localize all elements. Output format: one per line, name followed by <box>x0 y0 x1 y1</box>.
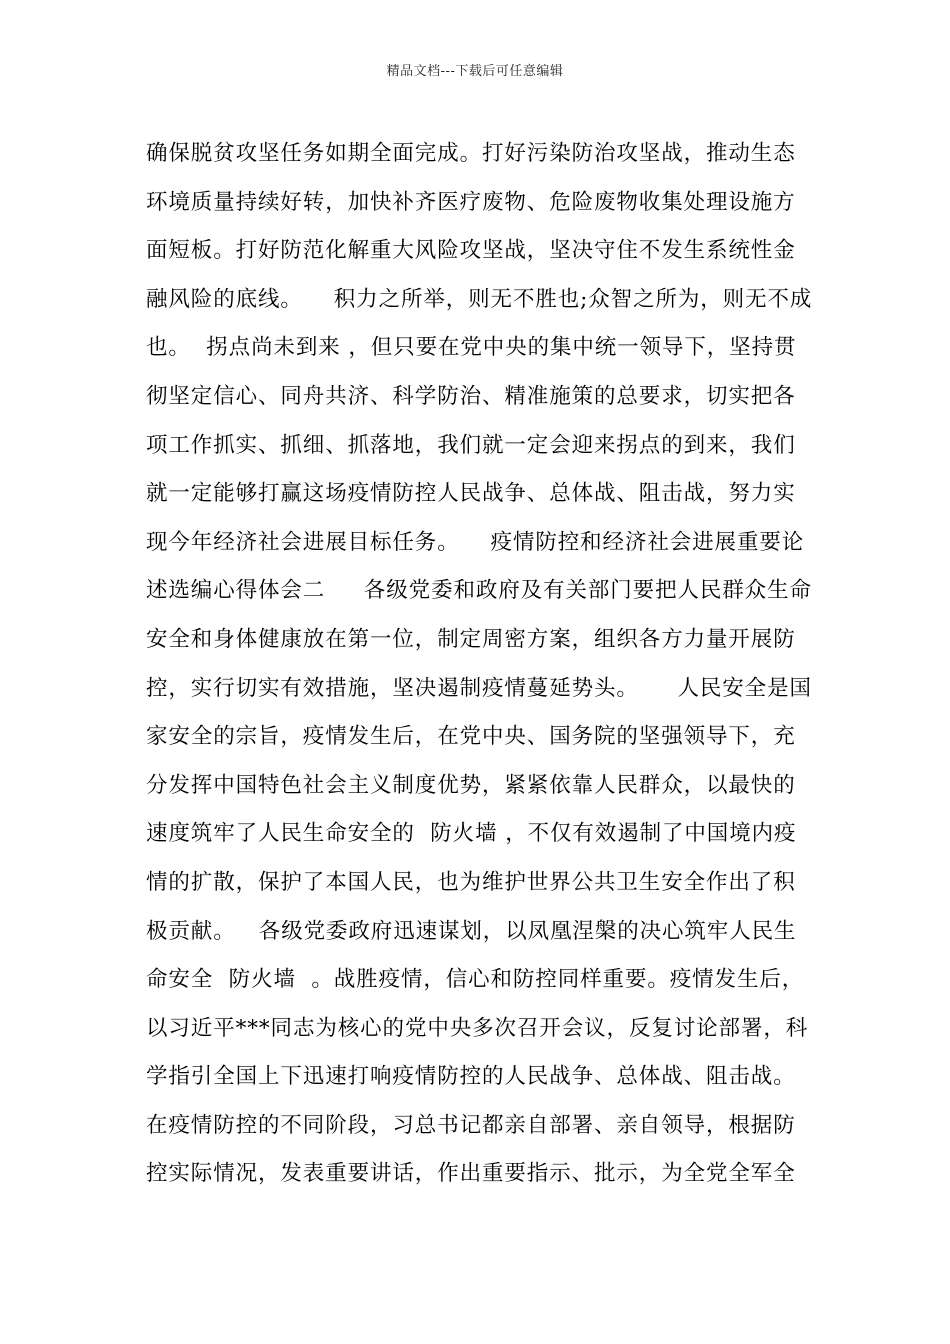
text-line: 极贡献。 各级党委政府迅速谋划，以凤凰涅槃的决心筑牢人民生 <box>146 918 797 944</box>
text-line: 环境质量持续好转，加快补齐医疗废物、危险废物收集处理设施方 <box>146 189 796 215</box>
text-line: 项工作抓实、抓细、抓落地，我们就一定会迎来拐点的到来，我们 <box>146 432 796 458</box>
text-line: 确保脱贫攻坚任务如期全面完成。打好污染防治攻坚战，推动生态 <box>146 141 796 166</box>
text-line: 也。 拐点尚未到来 ，但只要在党中央的集中统一领导下，坚持贯 <box>146 335 797 361</box>
text-line: 分发挥中国特色社会主义制度优势，紧紧依靠人民群众，以最快的 <box>146 772 796 798</box>
text-line: 控实际情况，发表重要讲话，作出重要指示、批示，为全党全军全 <box>146 1161 796 1187</box>
text-line: 现今年经济社会进展目标任务。 疫情防控和经济社会进展重要论 <box>146 529 805 555</box>
text-line: 控，实行切实有效措施，坚决遏制疫情蔓延势头。 人民安全是国 <box>146 675 812 701</box>
text-line: 融风险的底线。 积力之所举，则无不胜也;众智之所为，则无不成 <box>146 286 813 312</box>
text-line: 命安全 防火墙 。战胜疫情，信心和防控同样重要。疫情发生后， <box>146 967 805 993</box>
text-line: 速度筑牢了人民生命安全的 防火墙 ，不仅有效遏制了中国境内疫 <box>146 821 797 847</box>
page-header: 精品文档---下载后可任意编辑 <box>386 64 564 79</box>
text-line: 彻坚定信心、同舟共济、科学防治、精准施策的总要求，切实把各 <box>146 383 796 409</box>
document-body <box>146 130 816 1199</box>
text-line: 面短板。打好防范化解重大风险攻坚战，坚决守住不发生系统性金 <box>146 238 796 264</box>
text-line: 以习近平***同志为核心的党中央多次召开会议，反复讨论部署，科 <box>146 1015 809 1041</box>
text-line: 安全和身体健康放在第一位，制定周密方案，组织各方力量开展防 <box>146 626 796 652</box>
text-line: 在疫情防控的不同阶段，习总书记都亲自部署、亲自领导，根据防 <box>146 1112 796 1138</box>
text-line: 学指引全国上下迅速打响疫情防控的人民战争、总体战、阻击战。 <box>146 1064 796 1090</box>
text-line: 家安全的宗旨，疫情发生后，在党中央、国务院的坚强领导下，充 <box>146 724 796 750</box>
text-line: 就一定能够打赢这场疫情防控人民战争、总体战、阻击战，努力实 <box>146 481 796 507</box>
text-line: 述选编心得体会二 各级党委和政府及有关部门要把人民群众生命 <box>146 578 812 604</box>
text-line: 情的扩散，保护了本国人民，也为维护世界公共卫生安全作出了积 <box>146 869 796 895</box>
